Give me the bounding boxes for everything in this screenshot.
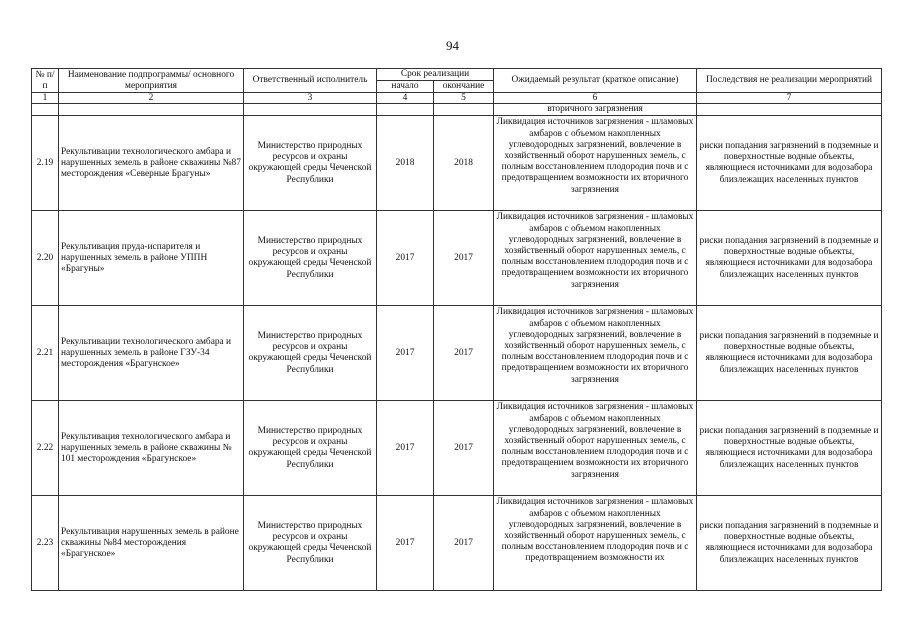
column-number: 6 [494, 93, 697, 104]
column-number: 4 [377, 93, 434, 104]
executor: Министерство природных ресурсов и охраны окружающей среды Чеченской Республики [244, 116, 377, 211]
expected-result: Ликвидация источников загрязнения - шламовых амбаров с объемом накопленных углеводородных загрязнений, вовлечение в хозяйственный оборот нарушенных земель, с полным восстановлением плодородия почв и с предотвращением возможности их [494, 496, 697, 591]
column-number: 2 [59, 93, 244, 104]
expected-result: Ликвидация источников загрязнения - шламовых амбаров с объемом накопленных углеводородных загрязнений, вовлечение в хозяйственный оборот нарушенных земель, с полным восстановлением плодородия почв и с предотвращением возможности их вторичного загрязнения [494, 116, 697, 211]
end-year: 2017 [434, 496, 494, 591]
continuation-row [32, 104, 882, 116]
program-table [31, 68, 882, 591]
executor: Министерство природных ресурсов и охраны окружающей среды Чеченской Республики [244, 496, 377, 591]
row-number: 2.21 [32, 306, 59, 401]
header-result: Ожидаемый результат (краткое описание) [494, 69, 697, 93]
start-year: 2018 [377, 116, 434, 211]
continuation-result: вторичного загрязнения [494, 104, 697, 116]
header-row [32, 69, 882, 81]
column-number: 7 [697, 93, 882, 104]
start-year: 2017 [377, 496, 434, 591]
header-num: № п/п [32, 69, 59, 93]
table-row [32, 401, 882, 496]
row-number: 2.20 [32, 211, 59, 306]
table-row [32, 116, 882, 211]
activity-name: Рекультивация технологического амбара и нарушенных земель в районе скважины № 101 месторождения «Брагунское» [59, 401, 244, 496]
table-row [32, 496, 882, 591]
page-number: 94 [446, 38, 459, 53]
end-year: 2017 [434, 306, 494, 401]
consequence: риски попадания загрязнений в подземные и поверхностные водные объекты, являющиеся источниками для водозабора близлежащих населенных пунктов [697, 496, 882, 591]
row-number: 2.22 [32, 401, 59, 496]
header-period: Срок реализации [377, 69, 494, 81]
executor: Министерство природных ресурсов и охраны окружающей среды Чеченской Республики [244, 306, 377, 401]
table-row [32, 306, 882, 401]
consequence: риски попадания загрязнений в подземные и поверхностные водные объекты, являющиеся источниками для водозабора близлежащих населенных пунктов [697, 306, 882, 401]
column-number: 3 [244, 93, 377, 104]
consequence: риски попадания загрязнений в подземные и поверхностные водные объекты, являющиеся источниками для водозабора близлежащих населенных пунктов [697, 116, 882, 211]
column-number: 5 [434, 93, 494, 104]
activity-name: Рекультивации технологического амбара и нарушенных земель в районе ГЗУ-34 месторождения «Брагунское» [59, 306, 244, 401]
table-row [32, 211, 882, 306]
header-executor: Ответственный исполнитель [244, 69, 377, 93]
activity-name: Рекультивации технологического амбара и нарушенных земель в районе скважины №87 месторождения «Северные Брагуны» [59, 116, 244, 211]
expected-result: Ликвидация источников загрязнения - шламовых амбаров с объемом накопленных углеводородных загрязнений, вовлечение в хозяйственный оборот нарушенных земель, с полным восстановлением плодородия почв и с предотвращением возможности их вторичного загрязнения [494, 401, 697, 496]
start-year: 2017 [377, 211, 434, 306]
activity-name: Рекультивация нарушенных земель в районе скважины №84 месторождения «Брагунское» [59, 496, 244, 591]
row-number: 2.19 [32, 116, 59, 211]
end-year: 2018 [434, 116, 494, 211]
executor: Министерство природных ресурсов и охраны окружающей среды Чеченской Республики [244, 401, 377, 496]
expected-result: Ликвидация источников загрязнения - шламовых амбаров с объемом накопленных углеводородных загрязнений, вовлечение в хозяйственный оборот нарушенных земель, с полным восстановлением плодородия почв и с предотвращением возможности их вторичного загрязнения [494, 306, 697, 401]
executor: Министерство природных ресурсов и охраны окружающей среды Чеченской Республики [244, 211, 377, 306]
end-year: 2017 [434, 401, 494, 496]
row-number: 2.23 [32, 496, 59, 591]
consequence: риски попадания загрязнений в подземные и поверхностные водные объекты, являющиеся источниками для водозабора близлежащих населенных пунктов [697, 401, 882, 496]
end-year: 2017 [434, 211, 494, 306]
consequence: риски попадания загрязнений в подземные и поверхностные водные объекты, являющиеся источниками для водозабора близлежащих населенных пунктов [697, 211, 882, 306]
start-year: 2017 [377, 306, 434, 401]
column-number-row [32, 93, 882, 104]
column-number: 1 [32, 93, 59, 104]
expected-result: Ликвидация источников загрязнения - шламовых амбаров с объемом накопленных углеводородных загрязнений, вовлечение в хозяйственный оборот нарушенных земель, с полным восстановлением плодородия почв и с предотвращением возможности их вторичного загрязнения [494, 211, 697, 306]
activity-name: Рекультивация пруда-испарителя и нарушенных земель в районе УППН «Брагуны» [59, 211, 244, 306]
start-year: 2017 [377, 401, 434, 496]
header-end: окончание [434, 81, 494, 93]
header-name: Наименование подпрограммы/ основного мероприятия [59, 69, 244, 93]
header-start: начало [377, 81, 434, 93]
header-consequence: Последствия не реализации мероприятий [697, 69, 882, 93]
